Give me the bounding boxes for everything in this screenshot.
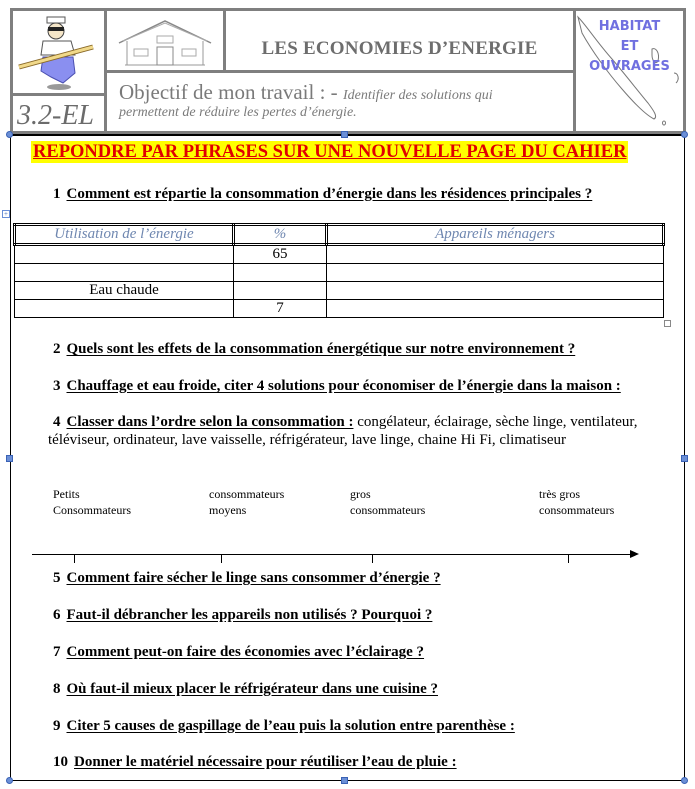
resize-handle-bottom-right[interactable] [681,777,688,784]
arrow-right-icon [630,550,639,558]
question-number: 6 [53,607,61,623]
resize-handle-right[interactable] [681,455,688,462]
question-7 [53,643,424,661]
column-header-appliances: Appareils ménagers [327,225,664,245]
question-9 [53,717,515,735]
question-text: Comment peut-on faire des économies avec l’éclairage ? [66,644,425,660]
table-header-row [15,225,664,245]
table-cell[interactable] [15,300,234,318]
table-cell[interactable] [327,300,664,318]
axis-tick [221,554,222,563]
table-row [15,282,664,300]
question-3 [53,377,621,395]
objective-text-1: Identifier des solutions qui [342,88,493,103]
resize-handle-top-left[interactable] [6,131,13,138]
table-cell[interactable] [327,282,664,300]
scale-label-medium [209,486,284,518]
scale-label-line: consommateurs [350,503,426,517]
question-number: 9 [53,718,61,734]
consumption-scale-axis [32,554,632,555]
house-outline-icon [107,11,223,70]
objective-text-2: permettent de réduire les pertes d’énergie. [119,105,357,120]
appliance-list-part-2: téléviseur, ordinateur, lave vaisselle, réfrigérateur, lave linge, chaine Hi Fi, climatiseur [48,432,566,448]
objective-line-1 [119,81,493,107]
scale-label-large [350,486,425,518]
question-number: 8 [53,681,61,697]
scale-label-line: consommateurs [209,487,285,501]
question-number: 2 [53,341,61,357]
question-8 [53,680,438,698]
axis-tick [568,554,569,563]
question-6 [53,606,432,624]
table-resize-handle[interactable] [664,320,671,327]
table-cell[interactable] [15,245,234,264]
logo-line-3: OUVRAGES [589,59,670,74]
table-row [15,300,664,318]
scale-label-line: Petits [53,487,80,501]
objective-cell [104,70,576,134]
question-text: Citer 5 causes de gaspillage de l’eau puis la solution entre parenthèse : [66,718,515,734]
table-cell[interactable] [234,282,327,300]
table-cell[interactable] [234,264,327,282]
question-text: Donner le matériel nécessaire pour réutiliser l’eau de pluie : [74,754,457,770]
question-10 [53,753,457,771]
question-number: 7 [53,644,61,660]
question-number: 3 [53,378,61,394]
table-cell[interactable] [327,264,664,282]
scale-label-very-large [539,486,614,518]
axis-tick [74,554,75,563]
scale-label-line: très gros [539,487,580,501]
question-2 [53,340,575,358]
scale-label-line: Consommateurs [53,503,131,517]
question-text: Classer dans l’ordre selon la consommation : [66,414,354,430]
objective-label: Objectif de mon travail : - [119,80,338,104]
title-cell [223,8,576,73]
question-number: 10 [53,754,68,770]
scale-label-line: consommateurs [539,503,615,517]
logo-line-2: ET [620,39,639,54]
resize-handle-bottom[interactable] [341,777,348,784]
appliance-list-part-1: congélateur, éclairage, sèche linge, ventilateur, [357,414,638,430]
question-text: Où faut-il mieux placer le réfrigérateur dans une cuisine ? [66,681,438,697]
question-text: Faut-il débrancher les appareils non utilisés ? Pourquoi ? [66,607,433,623]
question-text: Chauffage et eau froide, citer 4 solutions pour économiser de l’énergie dans la maison : [66,378,621,394]
table-row [15,245,664,264]
scale-label-line: moyens [209,503,247,517]
habitat-ouvrages-logo [576,17,683,77]
table-cell[interactable]: 7 [234,300,327,318]
question-text: Quels sont les effets de la consommation énergétique sur notre environnement ? [66,341,576,357]
logo-line-1: HABITAT [598,19,661,34]
draftsman-with-pencil-icon [13,11,104,93]
resize-handle-top-right[interactable] [681,131,688,138]
question-5 [53,569,441,587]
question-number: 4 [53,414,61,430]
table-cell[interactable]: Eau chaude [15,282,234,300]
question-1 [53,185,592,203]
mascot-cell [10,8,107,96]
energy-usage-table [13,223,665,318]
chapter-code: 3.2-EL [17,100,94,131]
resize-handle-bottom-left[interactable] [6,777,13,784]
table-cell[interactable] [15,264,234,282]
question-text: Comment faire sécher le linge sans consommer d’énergie ? [66,570,441,586]
table-move-handle[interactable]: + [2,210,10,218]
page-title: LES ECONOMIES D’ENERGIE [261,38,538,59]
logo-cell [573,8,686,134]
question-number: 5 [53,570,61,586]
axis-tick [372,554,373,563]
instruction-banner: REPONDRE PAR PHRASES SUR UNE NOUVELLE PAGE DU CAHIER [33,142,627,162]
question-text: Comment est répartie la consommation d’énergie dans les résidences principales ? [66,186,593,202]
house-cell [104,8,226,73]
resize-handle-left[interactable] [6,455,13,462]
table-row [15,264,664,282]
column-header-usage: Utilisation de l’énergie [15,225,234,245]
resize-handle-top[interactable] [341,131,348,138]
scale-label-line: gros [350,487,371,501]
question-4 [53,413,638,431]
question-number: 1 [53,186,61,202]
table-cell[interactable] [327,245,664,264]
scale-label-small [53,486,131,518]
chapter-code-cell [10,93,107,134]
column-header-percent: % [234,225,327,245]
table-cell[interactable]: 65 [234,245,327,264]
